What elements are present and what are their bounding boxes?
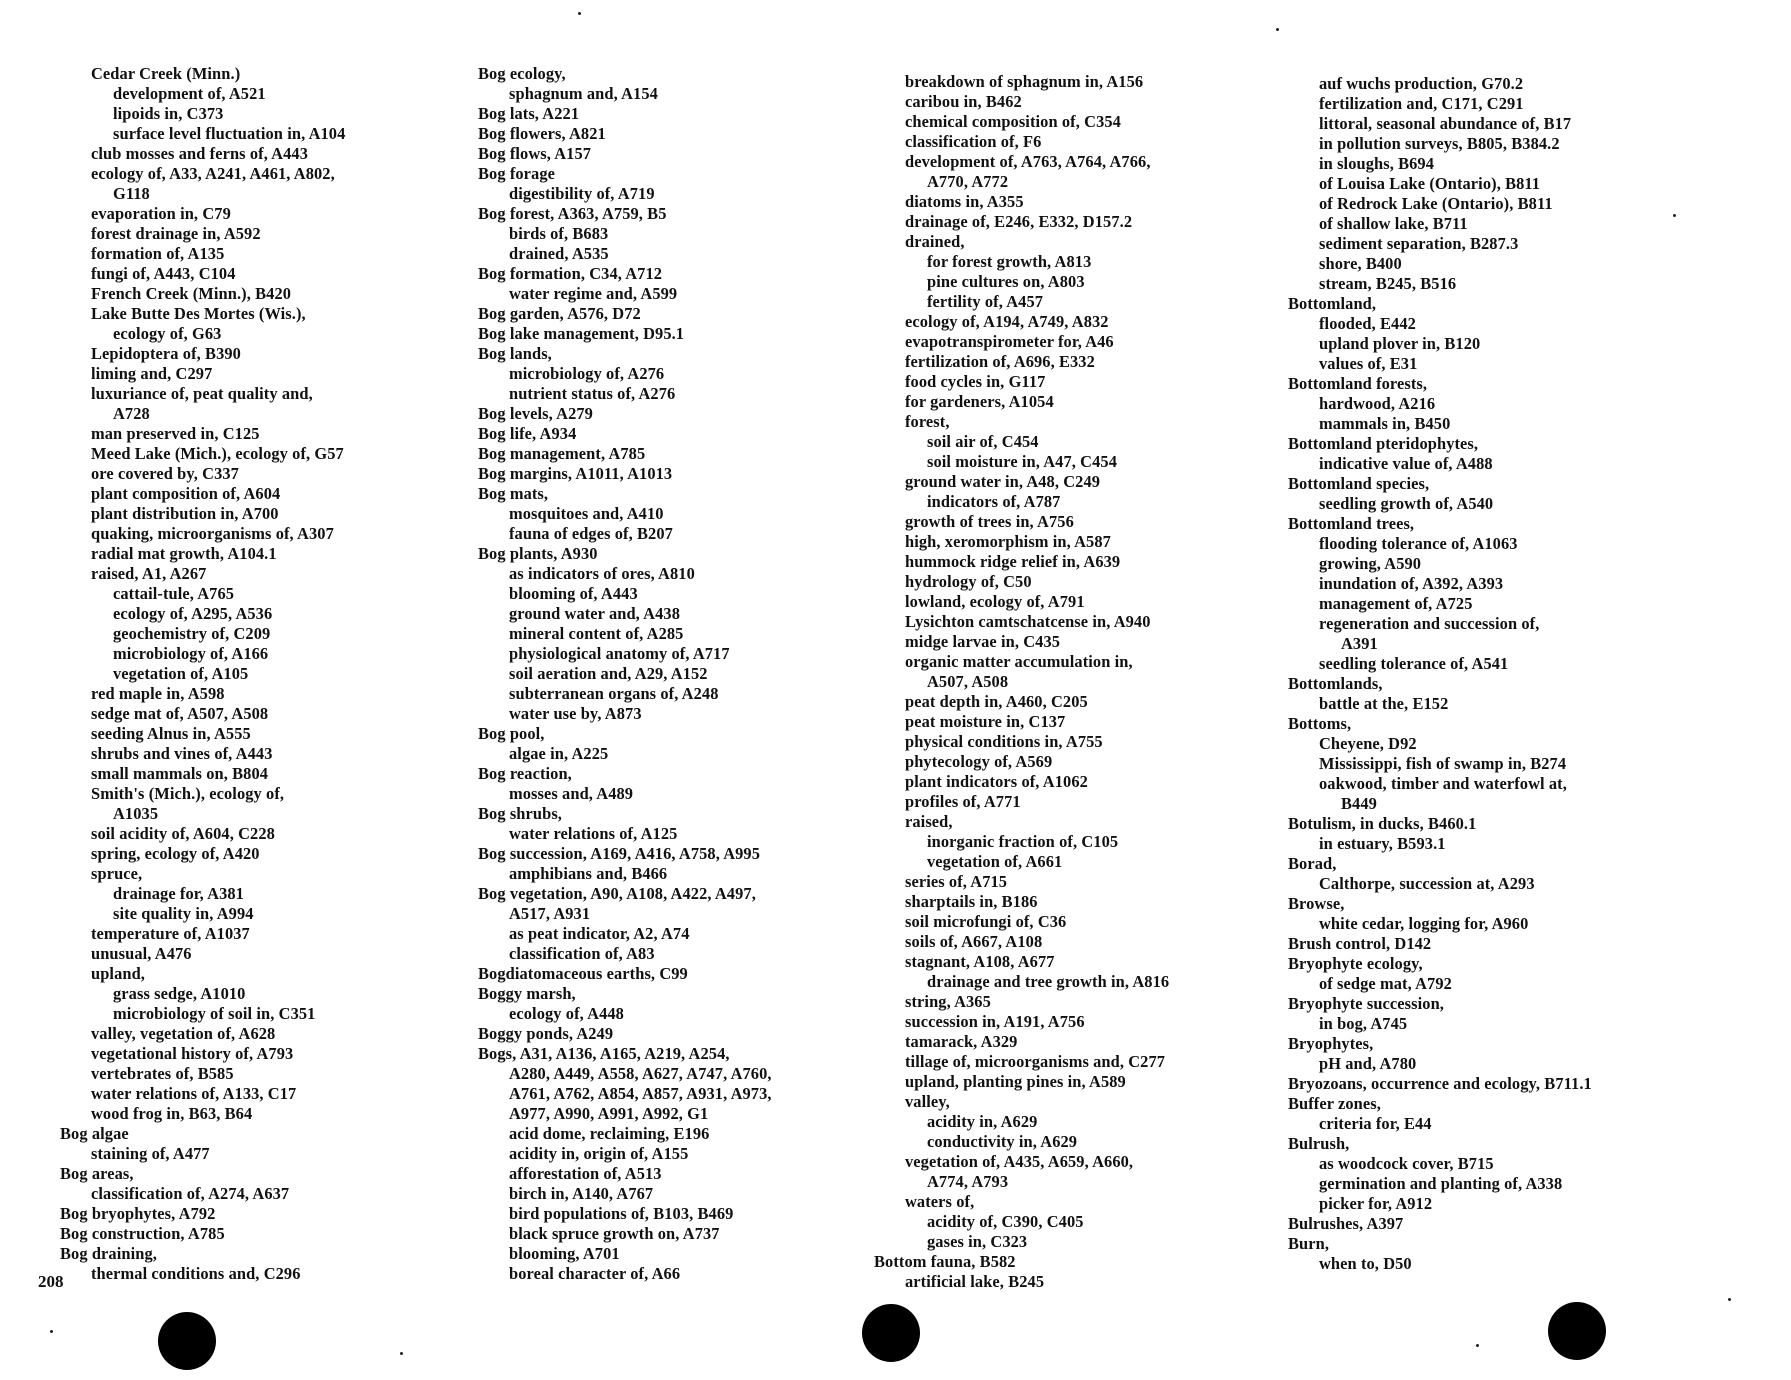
index-entry: soil microfungi of, C36 — [905, 912, 1067, 931]
index-entry: digestibility of, A719 — [509, 184, 655, 203]
index-entry: staining of, A477 — [91, 1144, 210, 1163]
index-heading: Bog shrubs, — [478, 804, 562, 823]
index-entry: microbiology of, A276 — [509, 364, 665, 383]
index-entry: radial mat growth, A104.1 — [91, 544, 277, 563]
index-entry: A280, A449, A558, A627, A747, A760, — [509, 1064, 772, 1083]
index-entry: acidity of, C390, C405 — [927, 1212, 1084, 1231]
index-entry: Mississippi, fish of swamp in, B274 — [1319, 754, 1567, 773]
index-entry: Lake Butte Des Mortes (Wis.), — [91, 304, 306, 323]
index-entry: profiles of, A771 — [905, 792, 1021, 811]
index-entry: soil aeration and, A29, A152 — [509, 664, 708, 683]
index-entry: when to, D50 — [1319, 1254, 1412, 1273]
index-heading: Bog lake management, D95.1 — [478, 324, 685, 343]
index-heading: Browse, — [1288, 894, 1345, 913]
index-entry: fertilization and, C171, C291 — [1319, 94, 1524, 113]
index-entry: oakwood, timber and waterfowl at, — [1319, 774, 1567, 793]
index-entry: quaking, microorganisms of, A307 — [91, 524, 334, 543]
index-entry: Calthorpe, succession at, A293 — [1319, 874, 1535, 893]
index-entry: white cedar, logging for, A960 — [1319, 914, 1529, 933]
index-heading: Bog ecology, — [478, 64, 566, 83]
index-entry: grass sedge, A1010 — [113, 984, 246, 1003]
index-entry: French Creek (Minn.), B420 — [91, 284, 292, 303]
index-heading: Bog garden, A576, D72 — [478, 304, 641, 323]
index-entry: small mammals on, B804 — [91, 764, 269, 783]
index-entry: water regime and, A599 — [509, 284, 678, 303]
index-column-1 — [60, 64, 345, 1284]
index-heading: Bottomlands, — [1288, 674, 1383, 693]
index-entry: seedling tolerance of, A541 — [1319, 654, 1509, 673]
index-heading: Bottomland forests, — [1288, 374, 1428, 393]
index-heading: Bryophyte ecology, — [1288, 954, 1423, 973]
index-heading: Bryozoans, occurrence and ecology, B711.1 — [1288, 1074, 1592, 1093]
binder-hole-left — [158, 1312, 216, 1370]
index-entry: ecology of, A448 — [509, 1004, 624, 1023]
index-entry: string, A365 — [905, 992, 991, 1011]
index-heading: Bog margins, A1011, A1013 — [478, 464, 673, 483]
index-entry: blooming, A701 — [509, 1244, 620, 1263]
index-heading: Burn, — [1288, 1234, 1330, 1253]
index-entry: classification of, A83 — [509, 944, 655, 963]
index-entry: evapotranspirometer for, A46 — [905, 332, 1114, 351]
index-entry: pH and, A780 — [1319, 1054, 1417, 1073]
index-entry: soil moisture in, A47, C454 — [927, 452, 1117, 471]
index-entry: physiological anatomy of, A717 — [509, 644, 730, 663]
index-entry: soils of, A667, A108 — [905, 932, 1043, 951]
index-heading: Bog pool, — [478, 724, 545, 743]
binder-hole-right — [1548, 1302, 1606, 1360]
index-entry: caribou in, B462 — [905, 92, 1022, 111]
index-entry: sediment separation, B287.3 — [1319, 234, 1519, 253]
index-heading: Bog draining, — [60, 1244, 157, 1263]
index-entry: A1035 — [113, 804, 159, 823]
index-entry: cattail-tule, A765 — [113, 584, 235, 603]
index-entry: physical conditions in, A755 — [905, 732, 1103, 751]
index-entry: algae in, A225 — [509, 744, 609, 763]
index-entry: of Louisa Lake (Ontario), B811 — [1319, 174, 1541, 193]
index-heading: Bog mats, — [478, 484, 549, 503]
index-entry: acidity in, origin of, A155 — [509, 1144, 689, 1163]
index-entry: of sedge mat, A792 — [1319, 974, 1452, 993]
index-heading: Bryophyte succession, — [1288, 994, 1444, 1013]
index-entry: soil air of, C454 — [927, 432, 1039, 451]
index-entry: peat moisture in, C137 — [905, 712, 1066, 731]
index-heading: Bog construction, A785 — [60, 1224, 225, 1243]
index-entry: sharptails in, B186 — [905, 892, 1038, 911]
index-entry: subterranean organs of, A248 — [509, 684, 719, 703]
index-heading: Bottomland pteridophytes, — [1288, 434, 1479, 453]
index-entry: drainage for, A381 — [113, 884, 244, 903]
index-column-4 — [1288, 74, 1592, 1274]
index-entry: microbiology of, A166 — [113, 644, 269, 663]
index-entry: seedling growth of, A540 — [1319, 494, 1494, 513]
index-entry: plant distribution in, A700 — [91, 504, 279, 523]
index-entry: club mosses and ferns of, A443 — [91, 144, 309, 163]
index-column-2 — [478, 64, 772, 1284]
scan-speck — [1476, 1344, 1479, 1347]
scan-speck — [578, 12, 581, 15]
index-entry: mammals in, B450 — [1319, 414, 1451, 433]
index-entry: boreal character of, A66 — [509, 1264, 681, 1283]
index-entry: of shallow lake, B711 — [1319, 214, 1468, 233]
index-entry: seeding Alnus in, A555 — [91, 724, 251, 743]
index-entry: Meed Lake (Mich.), ecology of, G57 — [91, 444, 344, 463]
index-entry: hummock ridge relief in, A639 — [905, 552, 1121, 571]
index-entry: chemical composition of, C354 — [905, 112, 1121, 131]
index-entry: flooding tolerance of, A1063 — [1319, 534, 1518, 553]
index-entry: unusual, A476 — [91, 944, 192, 963]
index-entry: Lepidoptera of, B390 — [91, 344, 241, 363]
index-entry: Cedar Creek (Minn.) — [91, 64, 241, 83]
index-entry: A728 — [113, 404, 150, 423]
index-entry: valley, vegetation of, A628 — [91, 1024, 276, 1043]
index-entry: lowland, ecology of, A791 — [905, 592, 1085, 611]
index-heading: Bulrush, — [1288, 1134, 1350, 1153]
index-heading: Bog flows, A157 — [478, 144, 592, 163]
index-heading: Boggy marsh, — [478, 984, 576, 1003]
index-entry: growth of trees in, A756 — [905, 512, 1074, 531]
index-entry: fertility of, A457 — [927, 292, 1044, 311]
index-heading: Bogs, A31, A136, A165, A219, A254, — [478, 1044, 730, 1063]
index-entry: vertebrates of, B585 — [91, 1064, 234, 1083]
index-entry: stagnant, A108, A677 — [905, 952, 1055, 971]
index-entry: A391 — [1341, 634, 1378, 653]
index-entry: series of, A715 — [905, 872, 1008, 891]
index-entry: littoral, seasonal abundance of, B17 — [1319, 114, 1572, 133]
index-entry: thermal conditions and, C296 — [91, 1264, 301, 1283]
index-heading: Buffer zones, — [1288, 1094, 1381, 1113]
index-entry: site quality in, A994 — [113, 904, 254, 923]
index-entry: A761, A762, A854, A857, A931, A973, — [509, 1084, 772, 1103]
index-entry: plant indicators of, A1062 — [905, 772, 1088, 791]
index-entry: for forest growth, A813 — [927, 252, 1092, 271]
scan-speck — [1673, 214, 1676, 217]
index-entry: sphagnum and, A154 — [509, 84, 658, 103]
index-entry: shrubs and vines of, A443 — [91, 744, 273, 763]
index-entry: flooded, E442 — [1319, 314, 1416, 333]
index-entry: soil acidity of, A604, C228 — [91, 824, 275, 843]
index-heading: Bog levels, A279 — [478, 404, 593, 423]
index-entry: water relations of, A133, C17 — [91, 1084, 297, 1103]
index-entry: water use by, A873 — [509, 704, 642, 723]
index-entry: fungi of, A443, C104 — [91, 264, 236, 283]
index-heading: Brush control, D142 — [1288, 934, 1432, 953]
index-heading: Bottomland species, — [1288, 474, 1430, 493]
index-entry: raised, A1, A267 — [91, 564, 207, 583]
index-heading: Bottom fauna, B582 — [874, 1252, 1016, 1271]
index-entry: succession in, A191, A756 — [905, 1012, 1085, 1031]
index-entry: food cycles in, G117 — [905, 372, 1046, 391]
index-entry: regeneration and succession of, — [1319, 614, 1540, 633]
index-heading: Bogdiatomaceous earths, C99 — [478, 964, 688, 983]
index-entry: in sloughs, B694 — [1319, 154, 1435, 173]
index-entry: auf wuchs production, G70.2 — [1319, 74, 1524, 93]
index-entry: drainage of, E246, E332, D157.2 — [905, 212, 1133, 231]
index-entry: lipoids in, C373 — [113, 104, 224, 123]
index-entry: organic matter accumulation in, — [905, 652, 1133, 671]
index-entry: picker for, A912 — [1319, 1194, 1433, 1213]
index-entry: of Redrock Lake (Ontario), B811 — [1319, 194, 1553, 213]
index-heading: Bottomland trees, — [1288, 514, 1415, 533]
index-heading: Bog forage — [478, 164, 556, 183]
index-entry: nutrient status of, A276 — [509, 384, 676, 403]
index-entry: germination and planting of, A338 — [1319, 1174, 1563, 1193]
index-entry: A770, A772 — [927, 172, 1009, 191]
index-entry: inundation of, A392, A393 — [1319, 574, 1504, 593]
index-entry: black spruce growth on, A737 — [509, 1224, 720, 1243]
index-entry: peat depth in, A460, C205 — [905, 692, 1088, 711]
index-entry: in bog, A745 — [1319, 1014, 1408, 1033]
index-column-3 — [874, 72, 1169, 1292]
index-entry: vegetation of, A661 — [927, 852, 1063, 871]
index-heading: Botulism, in ducks, B460.1 — [1288, 814, 1477, 833]
index-entry: in estuary, B593.1 — [1319, 834, 1446, 853]
index-entry: drained, — [905, 232, 965, 251]
index-entry: surface level fluctuation in, A104 — [113, 124, 346, 143]
index-heading: Bog areas, — [60, 1164, 134, 1183]
index-entry: Cheyene, D92 — [1319, 734, 1417, 753]
index-entry: high, xeromorphism in, A587 — [905, 532, 1111, 551]
index-entry: Smith's (Mich.), ecology of, — [91, 784, 285, 803]
index-entry: phytecology of, A569 — [905, 752, 1053, 771]
index-entry: classification of, F6 — [905, 132, 1042, 151]
index-entry: hardwood, A216 — [1319, 394, 1436, 413]
index-entry: valley, — [905, 1092, 950, 1111]
index-heading: Bog management, A785 — [478, 444, 646, 463]
index-heading: Bog flowers, A821 — [478, 124, 606, 143]
index-entry: tamarack, A329 — [905, 1032, 1018, 1051]
index-heading: Bog reaction, — [478, 764, 572, 783]
index-entry: tillage of, microorganisms and, C277 — [905, 1052, 1166, 1071]
index-entry: mosquitoes and, A410 — [509, 504, 664, 523]
index-entry: classification of, A274, A637 — [91, 1184, 290, 1203]
index-entry: as woodcock cover, B715 — [1319, 1154, 1494, 1173]
index-entry: spring, ecology of, A420 — [91, 844, 260, 863]
index-heading: Bryophytes, — [1288, 1034, 1374, 1053]
index-entry: ground water and, A438 — [509, 604, 680, 623]
index-entry: ecology of, A194, A749, A832 — [905, 312, 1109, 331]
index-heading: Bog succession, A169, A416, A758, A995 — [478, 844, 761, 863]
index-entry: upland plover in, B120 — [1319, 334, 1481, 353]
index-heading: Bog life, A934 — [478, 424, 577, 443]
scan-speck — [1728, 1298, 1731, 1301]
index-entry: liming and, C297 — [91, 364, 213, 383]
index-entry: A774, A793 — [927, 1172, 1009, 1191]
index-entry: fauna of edges of, B207 — [509, 524, 673, 543]
index-entry: red maple in, A598 — [91, 684, 225, 703]
index-entry: sedge mat of, A507, A508 — [91, 704, 269, 723]
index-entry: pine cultures on, A803 — [927, 272, 1085, 291]
index-entry: as indicators of ores, A810 — [509, 564, 695, 583]
index-entry: conductivity in, A629 — [927, 1132, 1078, 1151]
index-entry: temperature of, A1037 — [91, 924, 250, 943]
index-entry: birch in, A140, A767 — [509, 1184, 654, 1203]
index-entry: A977, A990, A991, A992, G1 — [509, 1104, 709, 1123]
index-entry: ground water in, A48, C249 — [905, 472, 1101, 491]
index-entry: upland, — [91, 964, 146, 983]
index-entry: acid dome, reclaiming, E196 — [509, 1124, 710, 1143]
index-heading: Bottomland, — [1288, 294, 1377, 313]
index-entry: hydrology of, C50 — [905, 572, 1032, 591]
index-entry: blooming of, A443 — [509, 584, 638, 603]
index-entry: B449 — [1341, 794, 1377, 813]
index-entry: indicative value of, A488 — [1319, 454, 1493, 473]
index-entry: bird populations of, B103, B469 — [509, 1204, 734, 1223]
index-entry: drained, A535 — [509, 244, 609, 263]
index-heading: Bog formation, C34, A712 — [478, 264, 663, 283]
scan-speck — [400, 1352, 403, 1355]
index-entry: mosses and, A489 — [509, 784, 634, 803]
index-entry: for gardeners, A1054 — [905, 392, 1054, 411]
index-entry: vegetational history of, A793 — [91, 1044, 294, 1063]
index-entry: mineral content of, A285 — [509, 624, 684, 643]
index-heading: Boggy ponds, A249 — [478, 1024, 614, 1043]
index-entry: criteria for, E44 — [1319, 1114, 1432, 1133]
index-entry: raised, — [905, 812, 953, 831]
index-entry: vegetation of, A105 — [113, 664, 249, 683]
index-entry: shore, B400 — [1319, 254, 1402, 273]
index-entry: management of, A725 — [1319, 594, 1473, 613]
index-entry: upland, planting pines in, A589 — [905, 1072, 1126, 1091]
index-entry: acidity in, A629 — [927, 1112, 1038, 1131]
index-entry: breakdown of sphagnum in, A156 — [905, 72, 1144, 91]
index-entry: ecology of, A295, A536 — [113, 604, 273, 623]
index-entry: plant composition of, A604 — [91, 484, 281, 503]
index-entry: growing, A590 — [1319, 554, 1422, 573]
index-heading: Bog algae — [60, 1124, 129, 1143]
index-entry: formation of, A135 — [91, 244, 225, 263]
index-entry: stream, B245, B516 — [1319, 274, 1457, 293]
index-entry: microbiology of soil in, C351 — [113, 1004, 316, 1023]
index-entry: values of, E31 — [1319, 354, 1418, 373]
index-entry: A507, A508 — [927, 672, 1009, 691]
index-entry: as peat indicator, A2, A74 — [509, 924, 690, 943]
index-heading: Bog lands, — [478, 344, 552, 363]
index-heading: Borad, — [1288, 854, 1337, 873]
index-entry: gases in, C323 — [927, 1232, 1028, 1251]
index-entry: vegetation of, A435, A659, A660, — [905, 1152, 1134, 1171]
index-entry: spruce, — [91, 864, 143, 883]
index-entry: waters of, — [905, 1192, 975, 1211]
index-entry: forest, — [905, 412, 950, 431]
scan-speck — [1276, 28, 1279, 31]
index-heading: Bog forest, A363, A759, B5 — [478, 204, 667, 223]
index-entry: ecology of, A33, A241, A461, A802, — [91, 164, 335, 183]
index-entry: development of, A521 — [113, 84, 266, 103]
index-entry: drainage and tree growth in, A816 — [927, 972, 1170, 991]
index-heading: Bulrushes, A397 — [1288, 1214, 1404, 1233]
index-entry: inorganic fraction of, C105 — [927, 832, 1119, 851]
index-heading: Bog lats, A221 — [478, 104, 580, 123]
index-entry: amphibians and, B466 — [509, 864, 668, 883]
index-heading: Bog vegetation, A90, A108, A422, A497, — [478, 884, 756, 903]
index-heading: Bog bryophytes, A792 — [60, 1204, 216, 1223]
binder-hole-center — [862, 1304, 920, 1362]
index-entry: birds of, B683 — [509, 224, 609, 243]
scan-speck — [50, 1330, 53, 1333]
index-entry: indicators of, A787 — [927, 492, 1061, 511]
index-heading: Bog plants, A930 — [478, 544, 598, 563]
index-entry: ecology of, G63 — [113, 324, 222, 343]
index-heading: Bottoms, — [1288, 714, 1352, 733]
index-entry: geochemistry of, C209 — [113, 624, 271, 643]
index-entry: evaporation in, C79 — [91, 204, 231, 223]
index-entry: G118 — [113, 184, 150, 203]
page-number: 208 — [38, 1272, 64, 1291]
index-entry: diatoms in, A355 — [905, 192, 1024, 211]
index-entry: Lysichton camtschatcense in, A940 — [905, 612, 1151, 631]
index-entry: development of, A763, A764, A766, — [905, 152, 1151, 171]
index-entry: afforestation of, A513 — [509, 1164, 662, 1183]
index-entry: forest drainage in, A592 — [91, 224, 261, 243]
index-entry: battle at the, E152 — [1319, 694, 1449, 713]
index-entry: midge larvae in, C435 — [905, 632, 1061, 651]
index-entry: water relations of, A125 — [509, 824, 678, 843]
index-entry: in pollution surveys, B805, B384.2 — [1319, 134, 1560, 153]
index-entry: ore covered by, C337 — [91, 464, 239, 483]
index-entry: fertilization of, A696, E332 — [905, 352, 1095, 371]
index-entry: artificial lake, B245 — [905, 1272, 1045, 1291]
index-entry: luxuriance of, peat quality and, — [91, 384, 313, 403]
index-entry: A517, A931 — [509, 904, 591, 923]
index-entry: man preserved in, C125 — [91, 424, 260, 443]
index-entry: wood frog in, B63, B64 — [91, 1104, 253, 1123]
